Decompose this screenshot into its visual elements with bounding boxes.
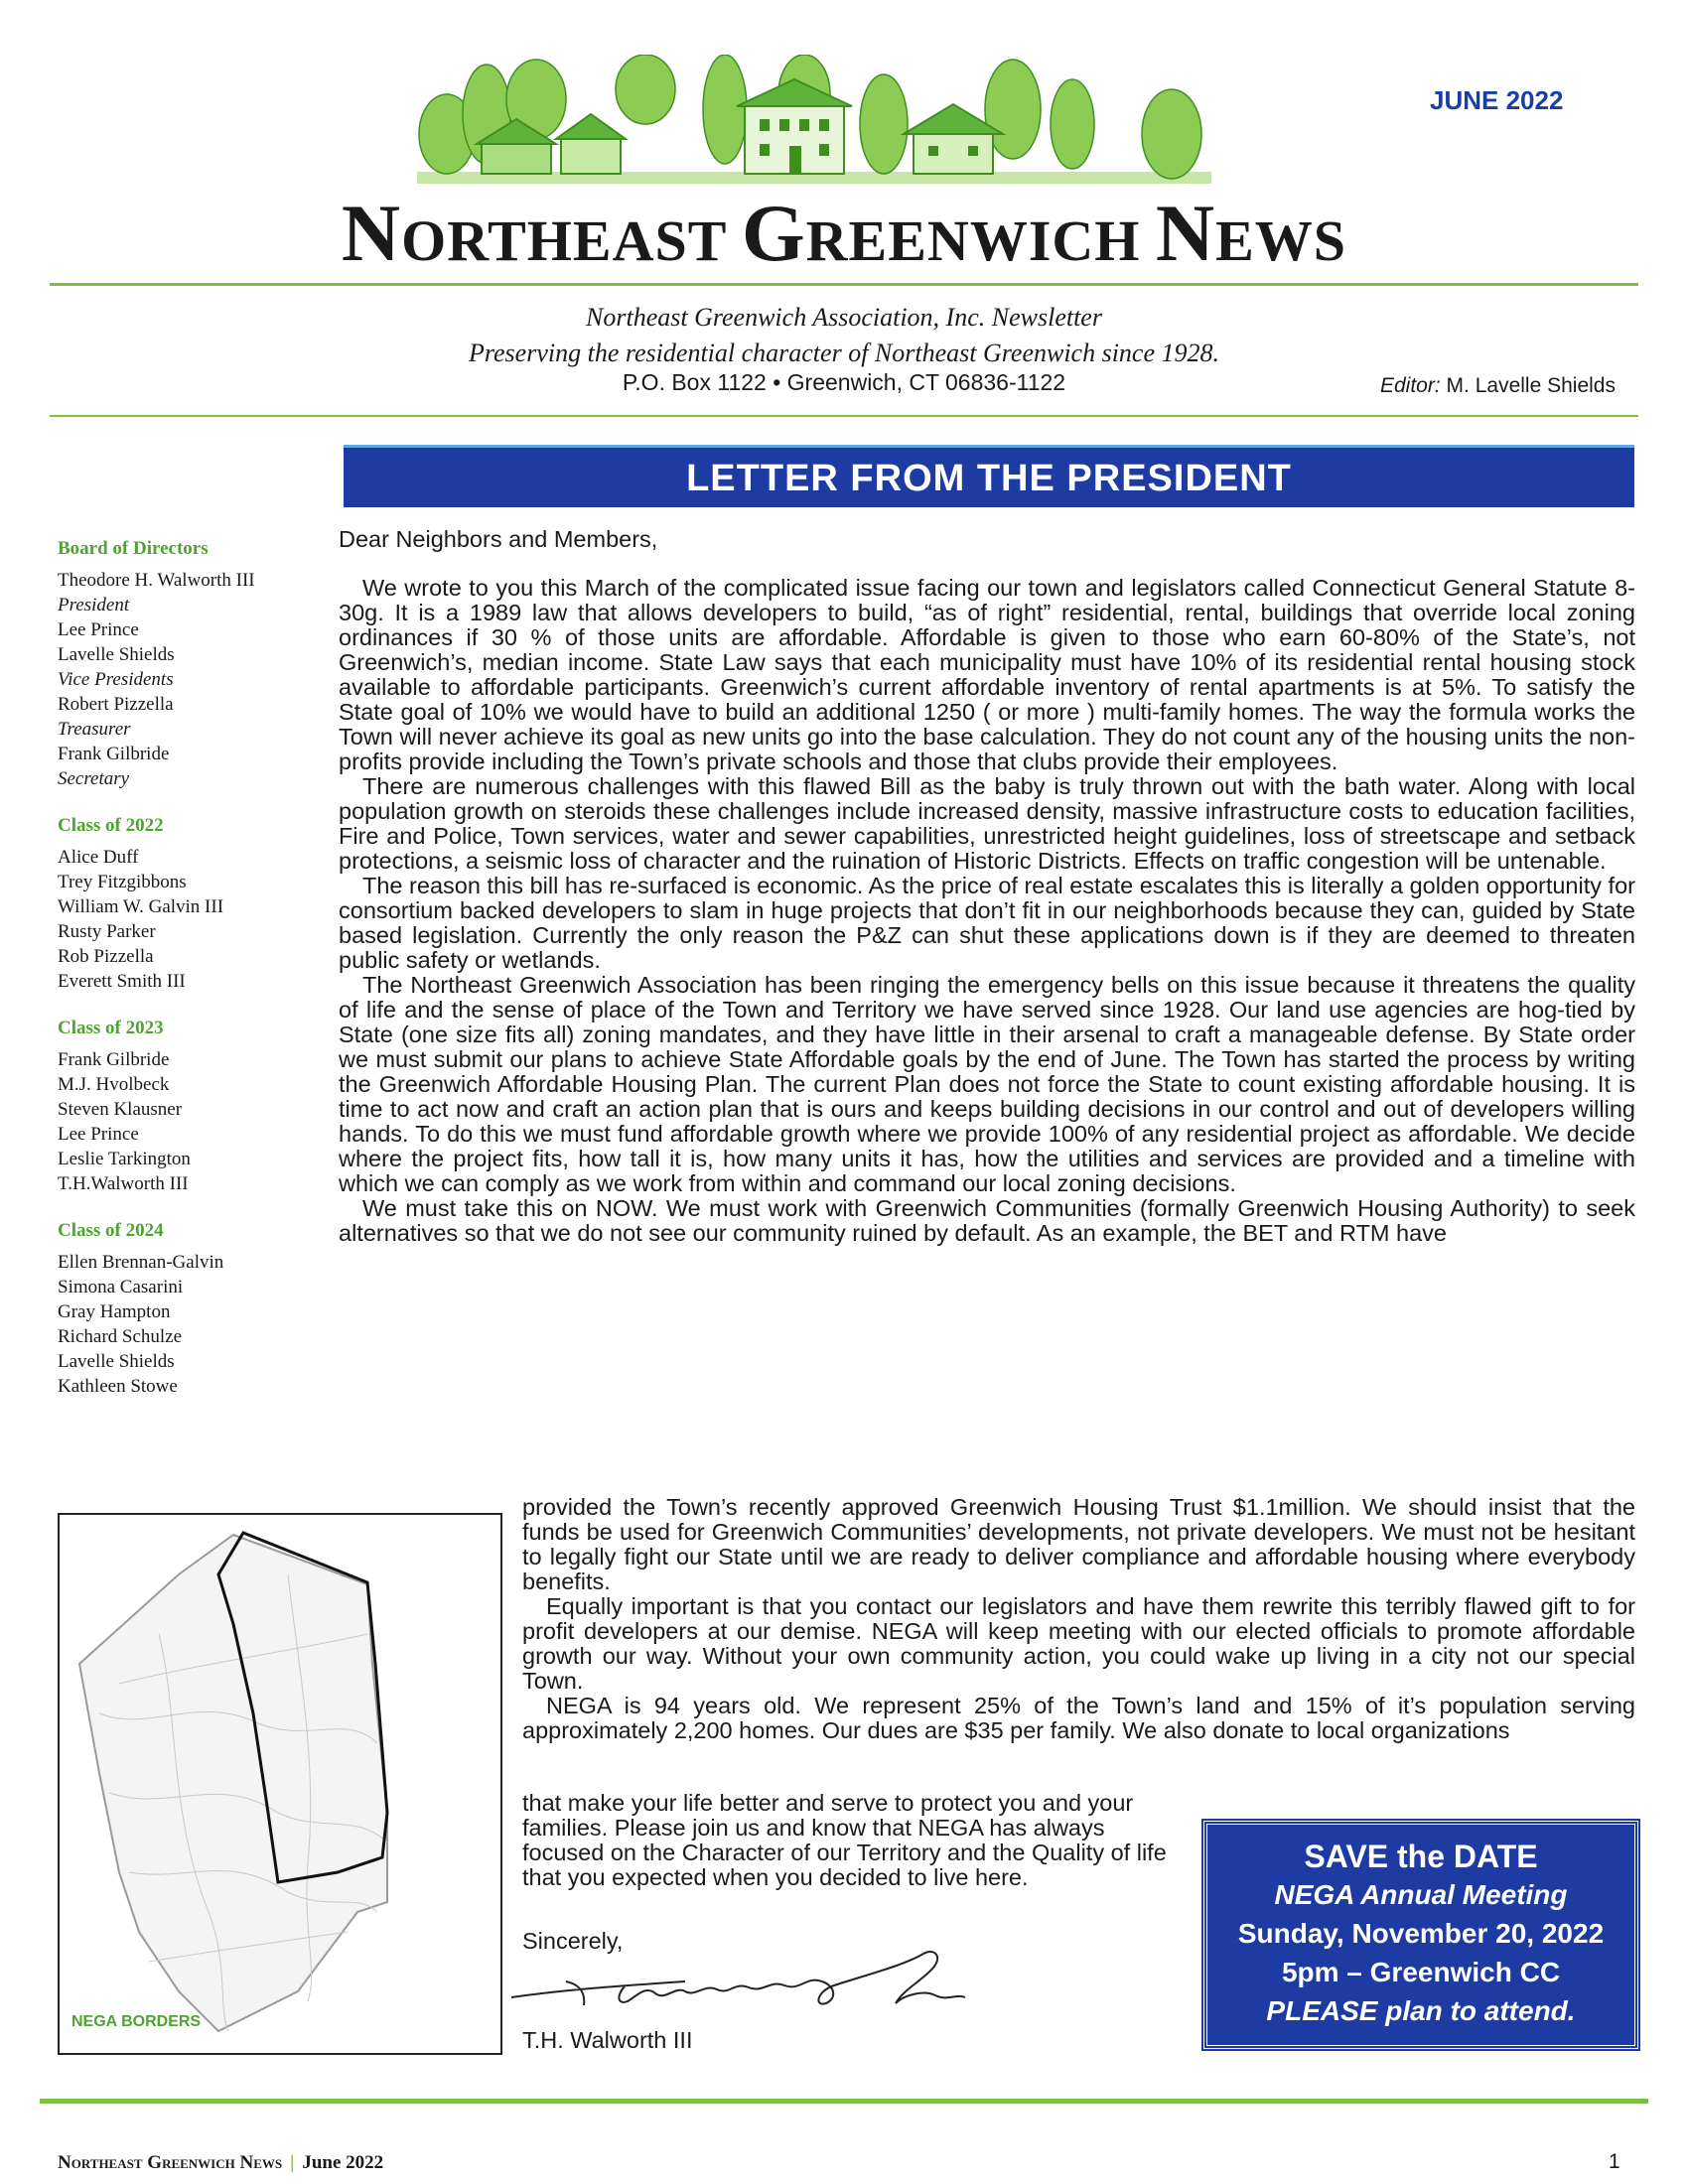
header-rule-bottom	[50, 415, 1638, 417]
footer-rule	[40, 2099, 1648, 2104]
board-member: Steven Klausner	[58, 1099, 183, 1120]
sidebar-heading: Class of 2023	[58, 1018, 164, 1038]
footer-initial: N	[58, 2152, 71, 2173]
board-role: Treasurer	[58, 719, 131, 740]
class-sections	[58, 813, 296, 1399]
editor-label: Editor:	[1380, 374, 1441, 397]
letter-paragraph: We must take this on NOW. We must work with Greenwich Communities (formally Greenwich Housing Authority) to seek alternatives so that we do not see our community ruined by default. As an example, the BET and RTM have	[339, 1195, 1635, 1246]
board-member: Lee Prince	[58, 619, 139, 640]
nameplate-initial: N	[1155, 188, 1216, 278]
letter-paragraph: provided the Town’s recently approved Greenwich Housing Trust $1.1million. We should insist that the funds be used for Greenwich Communities’ developments, not private developers. We must not be hesitant to legally fight our State until we are ready to deliver compliance and affordable housing where everybody benefits.	[522, 1494, 1635, 1594]
board-member: Alice Duff	[58, 847, 139, 868]
footer-initial: G	[147, 2152, 163, 2173]
save-the-date-box	[1203, 1821, 1638, 2049]
footer-word: ortheast	[70, 2152, 148, 2173]
signature-image	[506, 1946, 983, 2025]
letter-paragraph: The reason this bill has re-surfaced is economic. As the price of real estate escalates this is literally a golden opportunity for consortium backed developers to slam in huge projects that don’t fit in our neighborhoods because they can, guided by State based legislation. Currently the only reason the P&Z can shut these applications down is if they are deemed to threaten public safety or wetlands.	[339, 873, 1635, 973]
board-member: Lavelle Shields	[58, 1351, 175, 1372]
sidebar-heading: Class of 2024	[58, 1220, 164, 1241]
event-name: NEGA Annual Meeting	[1274, 1879, 1568, 1910]
class-member-list	[58, 1047, 296, 1196]
board-role: Secretary	[58, 768, 130, 789]
board-sidebar	[58, 536, 296, 1421]
event-time-place: 5pm – Greenwich CC	[1281, 1957, 1561, 1987]
class-section	[58, 813, 296, 994]
board-member: Richard Schulze	[58, 1326, 183, 1347]
letter-paragraph: There are numerous challenges with this flawed Bill as the baby is truly thrown out with the bath water. Along with local population growth on steroids these challenges include increased density, massive infrastructure costs to education facilities, Fire and Police, Town services, water and sewer capabilities, unrestricted height guidelines, loss of streetscape and setback protections, a seismic loss of character and the ruination of Historic Districts. Effects on traffic congestion will be untenable.	[339, 773, 1635, 874]
board-member: Frank Gilbride	[58, 744, 170, 764]
letter-body-narrow	[522, 1791, 1184, 1890]
letter-paragraph: We wrote to you this March of the complicated issue facing our town and legislators called Connecticut General Statute 8-30g. It is a 1989 law that allows developers to build, “as of right” residential, rental, buildings that override local zoning ordinances if 30 % of those units are affordable. Affordable is given to those who earn 60-80% of the State’s, not Greenwich’s, median income. State Law says that each municipality must have 10% of its residential rental housing stock available to affordable participants. Greenwich’s current affordable inventory of rental apartments is at 5%. To satisfy the State goal of 10% we would have to build an additional 1250 ( or more ) multi-family homes. The way the formula works the Town will never achieve its goal as new units go into the base calculation. They do not count any of the housing units the non-profits provide including the Town’s private schools and those that clubs provide their employees.	[339, 575, 1635, 774]
subtitle-line: Northeast Greenwich Association, Inc. Newsletter	[586, 303, 1102, 332]
board-of-directors	[58, 536, 296, 791]
board-role: Vice Presidents	[58, 669, 174, 690]
footer-title	[58, 2152, 383, 2174]
board-member: Rusty Parker	[58, 921, 156, 942]
subtitle-line: Preserving the residential character of Northeast Greenwich since 1928.	[468, 339, 1220, 367]
class-member-list	[58, 1250, 296, 1399]
letter-paragraph: Equally important is that you contact our legislators and have them rewrite this terribly flawed gift to for profit developers at our demise. NEGA will keep meeting with our elected officials to promote affordable growth our way. Without your own community action, you could wake up living in a city not our special Town.	[522, 1593, 1635, 1694]
nega-borders-map	[58, 1513, 502, 2055]
board-member: Lee Prince	[58, 1124, 139, 1145]
board-member: Kathleen Stowe	[58, 1376, 178, 1397]
board-member: William W. Galvin III	[58, 896, 224, 917]
board-role: President	[58, 595, 130, 615]
class-member-list	[58, 845, 296, 994]
editor-name: M. Lavelle Shields	[1446, 374, 1616, 397]
header-rule-top	[50, 283, 1638, 286]
map-illustration	[60, 1515, 500, 2053]
save-the-date-title: SAVE the DATE	[1304, 1839, 1538, 1874]
page-number: 1	[1609, 2150, 1620, 2173]
editor-credit	[1380, 374, 1616, 398]
footer-word: ews	[253, 2152, 283, 2173]
letter-body-continued	[522, 1495, 1635, 1743]
footer-issue: June 2022	[302, 2152, 384, 2173]
subtitle	[0, 300, 1688, 371]
nameplate-initial: G	[741, 188, 806, 278]
class-section	[58, 1016, 296, 1196]
nameplate-word: ORTHEAST	[401, 208, 742, 273]
letter-body	[339, 576, 1635, 1246]
board-member: Everett Smith III	[58, 971, 186, 992]
footer-separator: |	[290, 2152, 295, 2173]
section-banner: LETTER FROM THE PRESIDENT	[344, 445, 1634, 507]
board-member: Frank Gilbride	[58, 1049, 170, 1070]
masthead-illustration	[417, 55, 1211, 194]
letter-paragraph: The Northeast Greenwich Association has been ringing the emergency bells on this issue because it threatens the quality of life and the sense of place of the Town and Territory we have served since 1928. Our land use agencies are hog-tied by State (one size fits all) zoning mandates, and they have little in their arsenal to craft a manageable defense. By State order we must submit our plans to achieve State Affordable goals by the end of June. The Town has started the process by writing the Greenwich Affordable Housing Plan. The current Plan does not force the State to count existing affordable housing. It is time to act now and craft an action plan that is ours and keeps building decisions in our control and out of developers willing hands. To do this we must fund affordable growth where we provide 100% of any residential project as affordable. We decide where the project fits, how tall it is, how many units it has, how the utilities and services are provided and a timeline with which we can comply as we work from within and command our local zoning decisions.	[339, 972, 1635, 1196]
sidebar-heading: Class of 2022	[58, 815, 164, 836]
mailing-address: P.O. Box 1122 • Greenwich, CT 06836-1122	[622, 369, 1066, 395]
nameplate	[0, 187, 1688, 280]
board-member: Gray Hampton	[58, 1301, 171, 1322]
event-note: PLEASE plan to attend.	[1266, 1995, 1576, 2026]
footer-initial: N	[239, 2152, 254, 2173]
event-date: Sunday, November 20, 2022	[1237, 1918, 1605, 1949]
letter-closing: Sincerely,	[522, 1928, 624, 1954]
nameplate-initial: N	[341, 188, 402, 278]
sidebar-heading: Board of Directors	[58, 538, 209, 559]
board-list	[58, 568, 296, 791]
letter-paragraph: NEGA is 94 years old. We represent 25% of the Town’s land and 15% of it’s population serving approximately 2,200 homes. Our dues are $35 per family. We also donate to local organizations	[522, 1693, 1635, 1743]
board-member: Trey Fitzgibbons	[58, 872, 187, 892]
board-member: Theodore H. Walworth III	[58, 570, 255, 591]
board-member: Leslie Tarkington	[58, 1149, 191, 1169]
issue-date: JUNE 2022	[1430, 85, 1564, 115]
board-member: T.H.Walworth III	[58, 1173, 189, 1194]
board-member: Lavelle Shields	[58, 644, 175, 665]
footer-word: reenwich	[162, 2152, 240, 2173]
board-member: M.J. Hvolbeck	[58, 1074, 170, 1095]
nameplate-word: REENWICH	[805, 208, 1156, 273]
class-section	[58, 1218, 296, 1399]
board-member: Ellen Brennan-Galvin	[58, 1252, 224, 1273]
letter-salutation: Dear Neighbors and Members,	[339, 526, 658, 552]
board-member: Simona Casarini	[58, 1277, 184, 1297]
nameplate-word: EWS	[1215, 208, 1347, 273]
signer-name: T.H. Walworth III	[522, 2027, 693, 2053]
letter-paragraph: that make your life better and serve to protect you and your families. Please join us and know that NEGA has always focused on the Character of our Territory and the Quality of life that you expected when you decided to live here.	[522, 1790, 1167, 1890]
board-member: Robert Pizzella	[58, 694, 174, 715]
board-member: Rob Pizzella	[58, 946, 154, 967]
map-label: NEGA BORDERS	[71, 2013, 202, 2030]
